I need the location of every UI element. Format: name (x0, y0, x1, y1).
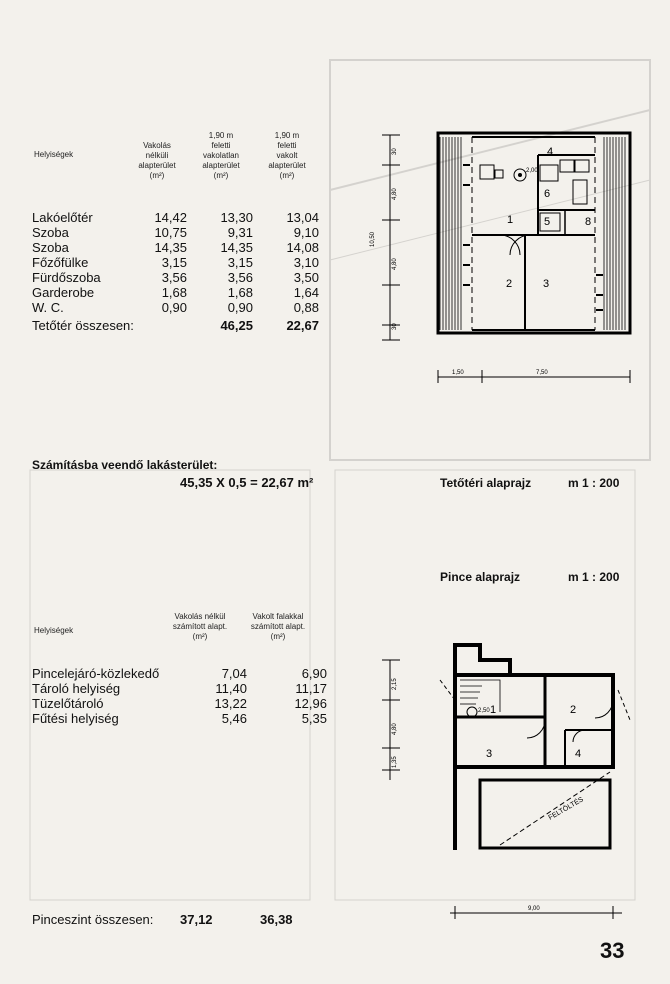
dim-d3: 1,35 (392, 756, 398, 768)
attic-col1-header: Vakolás nélküli alapterület (m²) (138, 141, 176, 180)
basement-plan-title: Pince alaprajz (440, 570, 521, 584)
basement-total-v2: 36,38 (260, 912, 293, 927)
attic-plan-scale: m 1 : 200 (568, 476, 620, 490)
dim-w1: 1,50 (452, 370, 464, 376)
basement-room-2: 2 (570, 704, 577, 716)
attic-total-row: Tetőtér összesen: 46,25 22,67 (32, 318, 319, 333)
room-4: 4 (547, 146, 554, 158)
table-row: Szoba 10,75 9,31 9,10 (32, 225, 319, 240)
attic-area-table (32, 210, 319, 333)
dim-mid2: 4,80 (392, 258, 398, 270)
dim-width: 9,00 (528, 906, 540, 912)
basement-room-4: 4 (575, 748, 582, 760)
dim-d1: 2,15 (392, 678, 398, 690)
room-1: 1 (507, 214, 514, 226)
basement-total-v1: 37,12 (180, 912, 213, 927)
dim-d2: 4,80 (392, 723, 398, 735)
basement-floor-plan (360, 620, 660, 920)
room-8: 8 (585, 216, 592, 228)
basement-room-1: 1 (490, 704, 497, 716)
dim-w2: 7,50 (536, 370, 548, 376)
basement-plan-scale: m 1 : 200 (568, 570, 620, 584)
dim-total: 10,50 (370, 231, 376, 247)
attic-col3-header: 1,90 m feletti vakolt alapterület (m²) (268, 131, 306, 180)
basement-total-label: Pinceszint összesen: (32, 912, 154, 927)
table-row: Főzőfülke 3,15 3,15 3,10 (32, 255, 319, 270)
attic-col2-header: 1,90 m feletti vakolatlan alapterület (m²) (202, 131, 240, 180)
dim-bottom: 30 (392, 323, 398, 330)
table-row: Fürdőszoba 3,56 3,56 3,50 (32, 270, 319, 285)
fill-label: FELTÖLTÉS (547, 796, 585, 822)
room-5: 5 (544, 216, 551, 228)
basement-room-3: 3 (486, 748, 493, 760)
basement-rooms-header: Helyiségek (34, 626, 74, 635)
stair-dim: 2,00 (526, 168, 538, 174)
page-number: 33 (600, 938, 625, 963)
attic-plan-title: Tetőtéri alaprajz (440, 476, 532, 490)
table-row: Lakóelőtér 14,42 13,30 13,04 (32, 210, 319, 225)
table-row: Fűtési helyiség 5,46 5,35 (32, 711, 327, 726)
table-row: W. C. 0,90 0,90 0,88 (32, 300, 319, 315)
basement-col2-header: Vakolt falakkal számított alapt. (m²) (250, 612, 306, 641)
table-row: Garderobe 1,68 1,68 1,64 (32, 285, 319, 300)
dim-mid1: 4,80 (392, 188, 398, 200)
room-2: 2 (506, 278, 513, 290)
calc-label: Számításba veendő lakásterület: (32, 458, 218, 472)
basement-area-table (32, 666, 327, 726)
attic-floor-plan (360, 125, 660, 395)
calc-formula: 45,35 X 0,5 = 22,67 m² (180, 475, 314, 490)
dim-top: 30 (392, 148, 398, 155)
basement-total-row (32, 912, 302, 927)
attic-rooms-header: Helyiségek (34, 150, 74, 159)
basement-stair-dim: 2,50 (478, 708, 490, 714)
room-3: 3 (543, 278, 550, 290)
table-row: Tüzelőtároló 13,22 12,96 (32, 696, 327, 711)
room-6: 6 (544, 188, 551, 200)
basement-col1-header: Vakolás nélkül számított alapt. (m²) (172, 612, 228, 641)
table-row: Szoba 14,35 14,35 14,08 (32, 240, 319, 255)
table-row: Pincelejáró-közlekedő 7,04 6,90 (32, 666, 327, 681)
table-row: Tároló helyiség 11,40 11,17 (32, 681, 327, 696)
